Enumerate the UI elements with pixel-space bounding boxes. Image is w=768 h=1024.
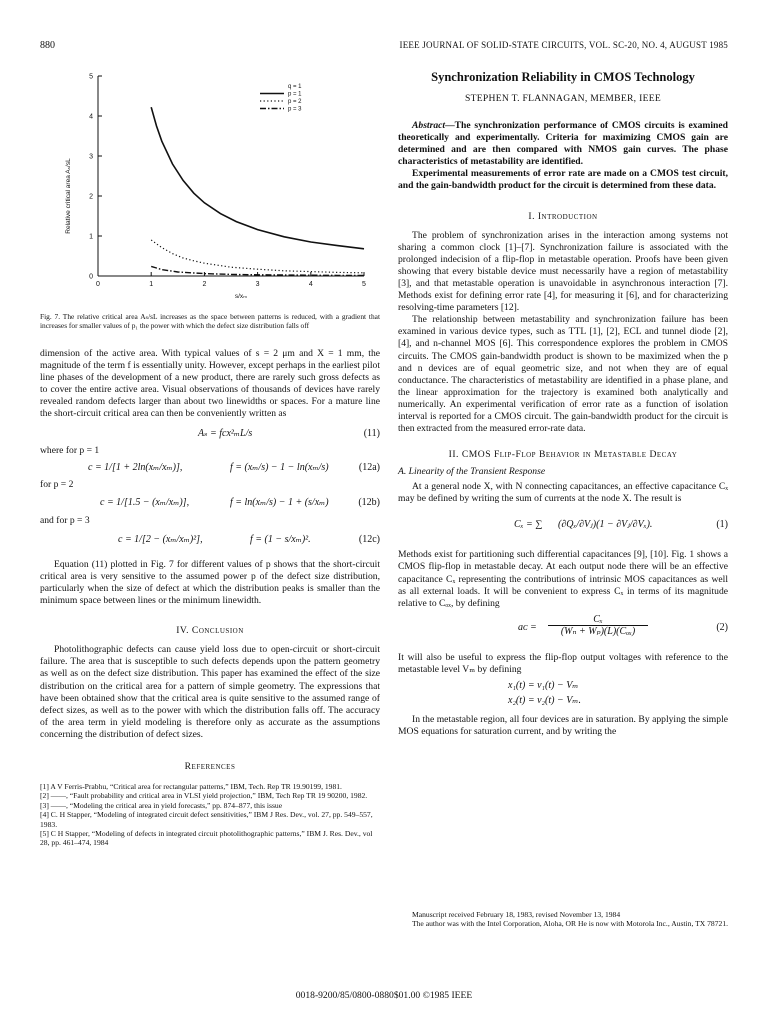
paragraph: Methods exist for partitioning such differential capacitances [9], [10]. Fig. 1 shows a CMOS flip-flop in metastable decay. At each output node there will be an effective capacitance Cₓ representing the contributions of intrinsic MOS capacitances as well as all external loads. It will be convenient to express Cₓ in terms of its magnitude relative to Cₒₓ, by defining [398,549,728,609]
x-tick-label: 5 [362,281,366,288]
reference-item: [1] A V Ferris-Prabhu, “Critical area for rectangular patterns,” IBM, Tech. Rep TR 19.90199, 1981. [40,781,342,791]
paper-title: Synchronization Reliability in CMOS Technology [431,70,695,84]
legend-label: q = 1 [288,84,302,90]
right-column [398,70,728,738]
x-tick-label: 2 [202,281,207,288]
y-axis-label: Relative critical area Aₛ/sL [65,158,72,234]
x-tick-label: 0 [96,281,100,288]
y-tick-label: 4 [89,113,93,121]
series-line-p3 [151,266,364,275]
equation-12c [40,527,380,553]
paragraph: At a general node X, with N connecting capacitances, an effective capacitance Cₓ may be defined by writing the sum of currents at the node X. The result is [398,481,728,505]
equation-1 [398,505,728,545]
equation-condition: for p = 2 [40,478,74,490]
equation-text: c = 1/[1 + 2ln(xₘ/xₘ)], [88,461,183,473]
subsection-heading: A. Linearity of the Transient Response [398,466,546,478]
footnote [398,910,728,929]
paragraph: In the metastable region, all four devices are in saturation. By applying the simple MOS equations for saturation current, and by writing the [398,714,728,738]
paper-author: STEPHEN T. FLANNAGAN, MEMBER, IEEE [464,93,662,104]
figure-caption: Fig. 7. The relative critical area Aₛ/sL increases as the space between patterns is reduced, with a gradient that increases for smaller values of p₁ the power with which the defect size distribution falls off [40,312,380,331]
y-tick-label: 5 [89,73,93,81]
equation-text: f = ln(xₘ/s) − 1 + (s/xₘ) [230,496,329,508]
equation-text: f = (1 − s/xₘ)². [250,533,311,545]
equation-number: (1) [716,519,728,531]
equation-fraction [548,614,648,637]
equation-number: (12a) [358,461,380,473]
y-tick-label: 3 [89,153,93,161]
equation-condition: and for p = 3 [40,514,90,526]
critical-area-chart [40,66,380,306]
reference-item: [2] ——, “Fault probability and critical area in VLSI yield projection,” IBM, Tech Rep TR 19 90200, 1982. [40,791,368,801]
footer-code: 0018-9200/85/0800-0880$01.00 ©1985 IEEE [295,990,473,1001]
equation-text: Cₓ = ∑ [514,519,543,531]
x-tick-label: 3 [255,281,260,288]
page-number: 880 [40,40,55,51]
references-heading: References [184,760,236,772]
running-header: IEEE JOURNAL OF SOLID-STATE CIRCUITS, VOL. SC-20, NO. 4, AUGUST 1985 [399,40,728,50]
equation-x [398,678,728,710]
equation-number: (11) [363,427,380,439]
equation-condition: where for p = 1 [40,444,100,456]
x-tick-label: 1 [149,281,154,288]
footnote-line: Manuscript received February 18, 1983, revised November 13, 1984 [412,910,621,919]
paragraph: Photolithographic defects can cause yield loss due to open-circuit or short-circuit failure. The area that is susceptible to such defects depends upon the pattern geometry as well as on the defect size distribution. This paper has examined the effect of the size distribution on the critical area for a pattern of simple geometry. The expressions that have been obtained show that the critical area is quite sensitive to the assumed range of defect sizes, as well as to the power with which the distribution falls off. The accuracy of the area term in yield modeling is therefore only as accurate as the assumptions concerning the distribution of defect sizes. [40,644,380,740]
equation-text: c = 1/[2 − (xₘ/xₘ)²], [118,533,203,545]
equation-number: (2) [716,621,728,633]
equation-text: Aₛ = fcx²ₘL/s [198,427,253,439]
paragraph: It will also be useful to express the flip-flop output voltages with reference to the metastable level Vₘ by defining [398,651,728,675]
y-tick-label: 1 [89,233,93,241]
legend-label: p = 3 [288,106,302,113]
fraction-numerator: Cₓ [548,614,648,626]
reference-item: [5] C H Stapper, “Modeling of defects in integrated circuit photolithographic patterns,” IBM J. Res. Dev., vol 28, pp. 461–474, 1984 [40,829,373,848]
equation-text: x₁(t) = v₁(t) − Vₘ [508,680,579,691]
x-tick-label: 4 [308,281,313,288]
reference-item: [3] ——, “Modeling the critical area in yield forecasts,” pp. 874–877, this issue [40,800,283,810]
equation-number: (12b) [358,496,380,508]
paragraph: The relationship between metastability and synchronization failure has been examined in various device types, such as TTL [1], [2], ECL and tunnel diode [2], [4], and n-channel MOS [6]. This correspondence explores the problem in CMOS circuits. The CMOS gain-bandwidth product is shown to be maximized when the p and n devices are of equal geometric size, and not when they are of equal conductance. The characteristics of metastability are identified in a phase plane, and the linear approximation for the trajectory is examined both analytically and numerically. An experimental verification of error rate as a function of isolation interval is reported for a CMOS circuit. The gain-bandwidth product for the circuit is then extracted from the measured error-rate data. [398,314,728,435]
equation-text: (∂Qₓ/∂Vⱼ)(1 − ∂Vⱼ/∂Vₓ). [558,519,653,531]
reference-item: [4] C. H Stapper, “Modeling of integrated circuit defect sensitivities,” IBM J Res. Dev., vol. 27, pp. 549–557, 1983. [40,810,373,829]
section-heading-conclusion: IV. Conclusion [176,625,244,637]
equation-12a [40,457,380,479]
y-tick-label: 0 [89,273,93,281]
figure-7 [40,66,380,306]
equation-text: aᴄ = [518,621,537,633]
section-heading-2: II. CMOS Flip-Flop Behavior in Metastable Decay [448,449,678,461]
left-column [40,348,380,848]
y-tick-label: 2 [89,193,93,201]
equation-12b [40,491,380,515]
legend-label: p = 2 [288,99,302,105]
fraction-denominator: (Wₙ + Wₚ)(L)(Cₒₓ) [560,625,636,637]
equation-text: x₂(t) = v₂(t) − Vₘ. [508,695,581,706]
abstract [398,120,728,168]
paragraph: Equation (11) plotted in Fig. 7 for different values of p shows that the short-circuit critical area is very sensitive to the assumed power p of the defect size distribution, particularly when the size of defect at which the distribution peaks is smaller than the minimum space between lines or the minimum linewidth. [40,558,380,607]
abstract-paragraph: Experimental measurements of error rate are made on a CMOS test circuit, and the gain-bandwidth product for the circuit is determined from these data. [398,168,728,192]
equation-11 [40,425,380,445]
reference-list [40,782,380,848]
abstract-text: —The synchronization performance of CMOS circuits is examined theoretically and experimentally. Criteria for maximizing CMOS gain are determined and are then compared with NMOS gain curves. The phase characteristics of metastability are identified. [398,120,728,168]
equation-2 [398,610,728,648]
equation-number: (12c) [358,533,380,545]
equation-text: c = 1/[1.5 − (xₘ/xₘ)], [100,496,190,508]
abstract-label: Abstract [412,120,446,131]
equation-text: f = (xₘ/s) − 1 − ln(xₘ/s) [230,461,329,473]
section-heading-introduction: I. Introduction [528,210,598,222]
series-line-p1 [151,107,364,249]
footnote-line: The author was with the Intel Corporation, Aloha, OR He is now with Motorola Inc., Austin, TX 78721. [412,919,729,929]
x-axis-label: s/xₘ [234,293,248,300]
paragraph: dimension of the active area. With typical values of s = 2 μm and X = 1 mm, the magnitude of the term f is essentially unity. However, except perhaps in the earliest pilot line phases of the development of a new product, there are rarely such gross defects as to cover the entire active area. Visual observations of thousands of devices have rarely revealed random defects larger than about two linewidths or spaces. For a mature line the short-circuit critical area can then be conveniently written as [40,348,380,420]
legend-label: p = 1 [288,91,302,98]
paragraph: The problem of synchronization arises in the interaction among systems not sharing a common clock [1]–[7]. Synchronization failure is associated with the prolonged indecision of a flip-flop in metastable operation. Proofs have been given showing that every bistable device must necessarily have a region of metastability [3], and that metastable operation is unavoidable in asynchronous interaction [7]. Methods exist for defining error rate [4], for measuring it [6], and for characterizing resolving-time parameters [12]. [398,229,728,314]
